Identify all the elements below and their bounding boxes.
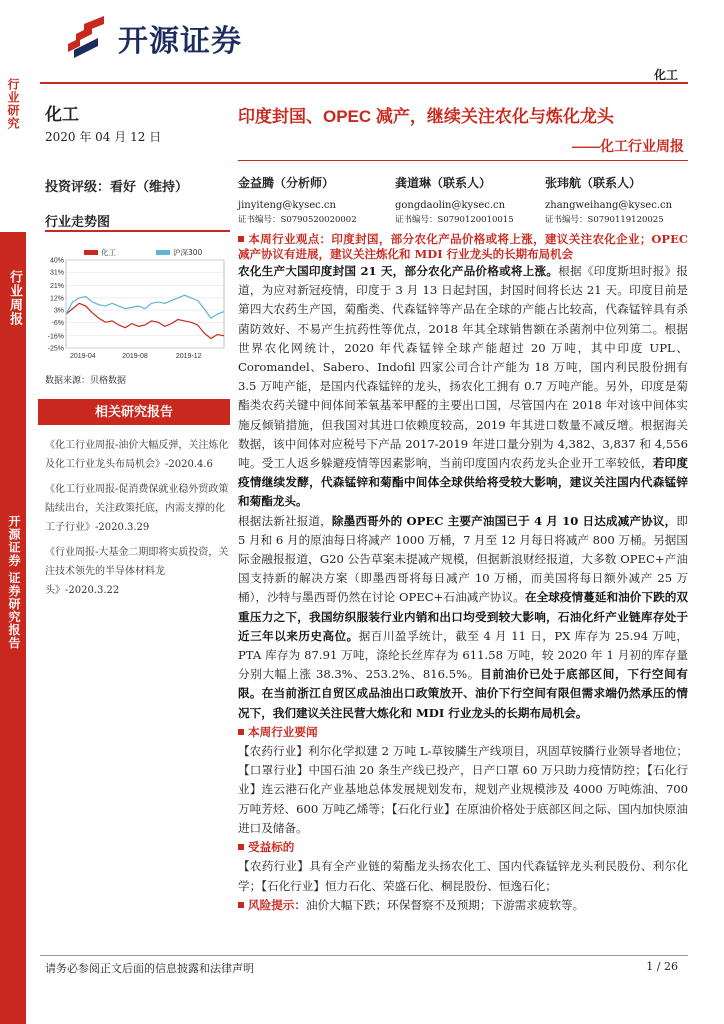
para2-bold1: 除墨西哥外的 OPEC 主要产油国已于 4 月 10 日达成减产协议， <box>331 513 677 528</box>
related-report-item[interactable]: 《行业周报-大基金二期即将实质投资，关注技术领先的半导体材料龙头》-2020.3.22 <box>45 547 229 596</box>
y-tick-label: 3% <box>53 307 64 315</box>
para2-bold3: 目前油价已处于底部区间，下行空间有限。在当前浙江自贸区成品油出口政策放开、油价下行空间有限但需求端仍然承压的情况下，我们建议关注民营大炼化和 MDI 行业龙头的长期布局机会。 <box>238 667 688 720</box>
rating-label: 投资评级： <box>45 179 111 194</box>
para2-text1: 根据法新社报道， <box>238 513 332 528</box>
news-heading-text: 本周行业要闻 <box>248 724 318 739</box>
x-tick-label: 2019-12 <box>175 353 202 360</box>
legend-label: 沪深300 <box>173 248 203 257</box>
bullet-square-icon <box>238 236 244 242</box>
chart-source: 数据来源：贝格数据 <box>45 376 127 386</box>
series-line <box>66 295 224 318</box>
trend-title: 行业走势图 <box>45 214 111 229</box>
paragraph-opec <box>238 512 688 723</box>
y-tick-label: -6% <box>51 319 64 327</box>
para1-lead: 农化生产大国印度封国 21 天，部分农化产品价格或将上涨。 <box>238 264 559 278</box>
investment-rating <box>45 176 188 195</box>
side-label-bottom: 开源证券 证券研究报告 <box>7 515 21 650</box>
x-tick-label: 2019-04 <box>70 353 96 360</box>
header-rule <box>40 82 688 84</box>
analyst-cert: 证书编号：S0790119120025 <box>545 215 664 225</box>
rating-value: 看好（维持） <box>110 179 189 194</box>
header-sector: 化工 <box>653 68 678 82</box>
y-tick-label: -16% <box>47 333 64 341</box>
risk-heading: 风险提示： <box>248 897 306 912</box>
logo-mark-icon <box>64 16 110 60</box>
risk-text: 油价大幅下跌；环保督察不及预期；下游需求疲软等。 <box>305 897 585 912</box>
trend-rule <box>45 230 230 232</box>
para1-text: 根据《印度斯坦时报》报道，为应对新冠疫情，印度于 3 月 13 日起封国，封国时间将长达 21 天。印度目前是第四大农药生产国，菊酯类、代森锰锌等产品在全球的产能占比较高，代森锰锌具有杀菌防效好、不易产生抗药性等优点，2018 年其全球销售额在杀菌剂中位列第二。根据世界农化网统计，2020 年代森锰锌全球产能超过 20 万吨，其中印度 UPL、Coromandel、Sabero、Indofil 四家公司合计产能为 18 万吨，国内利民股份拥有 3.5 万吨产能，是国内代森锰锌的龙头，扬农化工拥有 0.7 万吨产能。另外，印度是菊酯类农药关键中间体间苯氧基苯甲醛的主要出口国，尽管国内在 2018 年对该中间体实施反倾销措施，但我国对其进口依赖度较高，2019 年其进口数量不减反增。根据海关数据，该中间体对应税号下产品 2017-2019 年进口量分别为 4,382、3,837 和 4,556 吨。受工人返乡躲避疫情等因素影响，当前印度国内农药龙头企业开工率较低， <box>238 264 688 471</box>
report-date: 2020 年 04 月 12 日 <box>45 130 162 144</box>
legend-swatch <box>84 250 98 255</box>
analyst-cert: 证书编号：S0790120010015 <box>395 215 514 225</box>
trend-chart <box>38 244 228 368</box>
related-report-item[interactable]: 《化工行业周报-促消费保就业稳外贸政策陆续出台，关注政策托底，内需支撑的化工子行业》-2020.3.29 <box>45 484 229 533</box>
analyst-card <box>238 176 357 228</box>
y-tick-label: 31% <box>49 269 64 277</box>
side-label-top: 行业研究 <box>6 78 20 130</box>
risk-line <box>238 896 688 915</box>
title-rule <box>238 160 688 161</box>
legend-swatch <box>156 250 170 255</box>
analyst-card <box>395 176 514 228</box>
y-tick-label: 21% <box>49 283 64 291</box>
report-title: 印度封国、OPEC 减产，继续关注农化与炼化龙头 <box>238 107 614 126</box>
brand-logo <box>64 14 242 62</box>
paragraph-agrochem <box>238 262 688 512</box>
report-body <box>238 232 688 915</box>
side-band-bottom <box>0 408 26 1024</box>
footer-disclaimer: 请务必参阅正文后面的信息披露和法律声明 <box>45 962 254 975</box>
y-tick-label: -25% <box>47 345 64 353</box>
benefit-paragraph: 【农药行业】具有全产业链的菊酯龙头扬农化工、国内代森锰锌龙头利民股份、利尔化学；【石化行业】恒力石化、荣盛石化、桐昆股份、恒逸石化； <box>238 859 688 893</box>
view-heading-text: 本周行业观点：印度封国，部分农化产品价格或将上涨，建议关注农化企业；OPEC 减产协议有进展，建议关注炼化和 MDI 行业龙头的长期布局机会 <box>238 232 688 261</box>
analyst-email[interactable]: zhangweihang@kysec.cn <box>545 200 673 211</box>
benefit-heading-text: 受益标的 <box>248 840 295 855</box>
analyst-email[interactable]: gongdaolin@kysec.cn <box>395 200 506 211</box>
brand-name: 开源证券 <box>118 25 242 58</box>
news-heading <box>238 723 688 742</box>
analyst-card <box>545 176 672 228</box>
y-tick-label: 40% <box>49 257 64 265</box>
sector-label: 化工 <box>45 105 79 124</box>
analyst-name: 张玮航（联系人） <box>545 176 642 190</box>
news-paragraph: 【农药行业】利尔化学拟建 2 万吨 L-草铵膦生产线项目，巩固草铵膦行业领导者地位；【口罩行业】中国石油 20 条生产线已投产，日产口罩 60 万只助力疫情防控；【石化行业】连云港石化产业基地总体发展规划发布，规划产业规模涉及 4000 万吨炼油、700 万吨芳烃、600 万吨乙烯等；【石化行业】在原油价格处于底部区间之际、国内加快原油进口及储备。 <box>238 744 688 835</box>
bullet-square-icon <box>238 729 244 735</box>
para2-text3: 据百川盈孚统计，截至 4 月 11 日，PX 库存为 25.94 万吨，PTA 库存为 87.91 万吨，涤纶长丝库存为 611.58 万吨，较 2020 年 1 月初的库存量分别大幅上涨 38.3%、253.2%、816.5%。 <box>238 628 688 682</box>
benefit-heading <box>238 838 688 857</box>
para1-conclusion: 若印度疫情继续发酵，代森锰锌和菊酯中间体全球供给将受较大影响，建议关注国内代森锰锌和菊酯龙头。 <box>238 456 688 509</box>
analyst-name: 龚道琳（联系人） <box>395 176 492 190</box>
side-label-mid: 行业周报 <box>8 270 23 326</box>
related-reports-title: 相关研究报告 <box>38 399 230 425</box>
legend-label: 化工 <box>101 248 116 257</box>
analyst-name: 金益腾（分析师） <box>238 176 335 190</box>
y-tick-label: 12% <box>49 295 64 303</box>
analyst-cert: 证书编号：S0790520020002 <box>238 215 357 225</box>
bullet-square-icon <box>238 844 244 850</box>
para2-text2: 即 5 月和 6 月的原油每日将减产 1000 万桶，7 月至 12 月每日将减产 800 万桶。另据国际金融报报道，G20 公告草案未提减产规模，但据新浪财经报道，大多数 OPEC+产油国支持新的解决方案（即墨西哥将每日减产 10 万桶，而美国将每日额外减产 25 万桶），沙特与墨西哥仍然在讨论 OPEC+石油减产协议。 <box>238 513 688 605</box>
page-number: 1 / 26 <box>646 960 678 973</box>
para2-bold2: 在全球疫情蔓延和油价下跌的双重压力之下，我国纺织服装行业内销和出口均受到较大影响，石油化纤产业链库存处于近三年以来历史高位。 <box>238 590 688 643</box>
view-heading <box>238 232 688 262</box>
bullet-square-icon <box>238 902 244 908</box>
related-reports-list <box>45 436 231 606</box>
analyst-email[interactable]: jinyiteng@kysec.cn <box>238 200 336 211</box>
footer-rule <box>40 955 688 956</box>
x-tick-label: 2019-08 <box>122 353 148 360</box>
report-subtitle: ——化工行业周报 <box>572 138 684 154</box>
related-report-item[interactable]: 《化工行业周报-油价大幅反弹，关注炼化及化工行业龙头布局机会》-2020.4.6 <box>45 440 229 470</box>
